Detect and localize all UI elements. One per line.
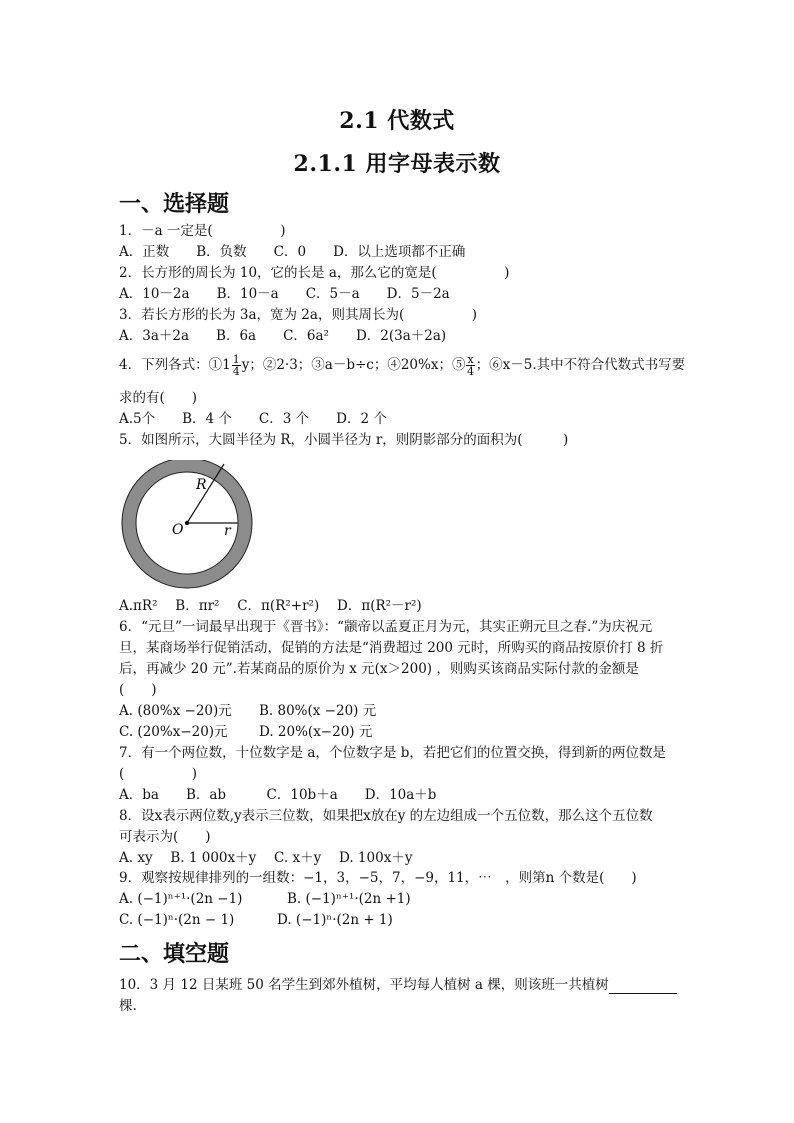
question-10-text: 10．3 月 12 日某班 50 名学生到郊外植树，平均每人植树 a 棵，则该班一共植树	[119, 977, 609, 993]
question-6-options-ab	[119, 702, 376, 720]
fraction-one-quarter: $\frac{1}{4}$	[232, 353, 240, 378]
question-2-options: A．10－2a B．10－a C．5－a D．5－2a	[119, 286, 450, 302]
question-9-option-c: C. (−1)ⁿ·(2n − 1)	[119, 912, 235, 928]
question-6-option-d: D. 20%(x−20) 元	[259, 724, 373, 740]
question-7-options: A．ba B．ab C．10b＋a D．10a＋b	[119, 787, 437, 803]
question-4-stem-part-a: 4．下列各式：①1	[119, 357, 231, 373]
question-10-line2: 棵.	[119, 998, 137, 1014]
question-1-stem: 1．－a 一定是( )	[119, 223, 286, 239]
question-4-stem-line2: 求的有( )	[119, 390, 198, 406]
page-subtitle: 2.1.1 用字母表示数	[293, 151, 501, 177]
question-6-line4: ( )	[119, 682, 157, 698]
question-6-options-cd	[119, 723, 372, 741]
question-4-stem-part-b: y；②2·3；③a－b÷c；④20%x；⑤	[241, 357, 466, 373]
question-9-line1: 9．观察按规律排列的一组数：−1，3，−5，7，−9，11，⋯ ，则第n 个数是( )	[119, 870, 637, 886]
label-R: R	[196, 477, 207, 493]
question-3-stem: 3．若长方形的长为 3a，宽为 2a，则其周长为( )	[119, 307, 477, 323]
question-4-stem-part-c: ；⑥x－5.其中不符合代数式书写要	[475, 357, 686, 373]
question-6-option-a: A. (80%x −20)元	[119, 703, 232, 719]
question-10-line1	[119, 976, 677, 994]
section-heading-multiple-choice: 一、选择题	[119, 191, 230, 217]
question-6-line1: 6．“元旦”一词最早出现于《晋书》：“颛帝以孟夏正月为元，其实正朔元旦之春.”为庆祝元	[119, 619, 653, 635]
question-2-stem: 2．长方形的周长为 10，它的长是 a，那么它的宽是( )	[119, 265, 510, 281]
label-O: O	[172, 522, 184, 538]
question-7-line1: 7．有一个两位数，十位数字是 a，个位数字是 b，若把它们的位置交换，得到新的两位数是	[119, 745, 666, 761]
question-8-line2: 可表示为( )	[119, 829, 211, 845]
question-3-options: A．3a＋2a B．6a C．6a² D．2(3a＋2a)	[119, 328, 447, 344]
question-6-line2: 旦，某商场举行促销活动，促销的方法是“消费超过 200 元时，所购买的商品按原价打 8 折	[119, 640, 664, 656]
center-point	[185, 521, 189, 525]
page-title: 2.1 代数式	[339, 108, 455, 134]
question-8-options: A. xy B. 1 000x＋y C. x＋y D. 100x＋y	[119, 850, 413, 866]
question-6-option-b: B. 80%(x −20) 元	[259, 703, 377, 719]
concentric-circles-figure	[117, 460, 257, 590]
answer-blank[interactable]	[609, 979, 677, 994]
question-4-options: A.5个 B．4 个 C．3 个 D．2 个	[119, 411, 387, 427]
question-4-stem	[119, 354, 685, 377]
fraction-x-over-4: $\frac{x}{4}$	[467, 353, 475, 378]
question-1-options: A．正数 B．负数 C．0 D．以上选项都不正确	[119, 244, 466, 260]
label-r: r	[224, 523, 231, 539]
question-8-line1: 8．设x表示两位数,y表示三位数，如果把x放在y 的左边组成一个五位数，那么这个五位数	[119, 808, 653, 824]
question-6-option-c: C. (20%x−20)元	[119, 724, 228, 740]
question-9-option-d: D. (−1)ⁿ·(2n + 1)	[277, 912, 393, 928]
question-7-line2: ( )	[119, 766, 198, 782]
question-9-options-ab	[119, 890, 411, 908]
question-9-option-b: B. (−1)ⁿ⁺¹·(2n +1)	[287, 891, 411, 907]
section-heading-fill-in: 二、填空题	[119, 941, 230, 967]
question-9-options-cd	[119, 911, 393, 929]
question-5-options: A.πR² B．πr² C．π(R²+r²) D．π(R²－r²)	[119, 598, 422, 614]
question-9-option-a: A. (−1)ⁿ⁺¹·(2n −1)	[119, 891, 243, 907]
question-6-line3: 后，再减少 20 元”.若某商品的原价为 x 元(x＞200) ，则购买该商品实际付款的金额是	[119, 661, 639, 677]
question-5-stem: 5．如图所示，大圆半径为 R，小圆半径为 r，则阴影部分的面积为( )	[119, 432, 569, 448]
